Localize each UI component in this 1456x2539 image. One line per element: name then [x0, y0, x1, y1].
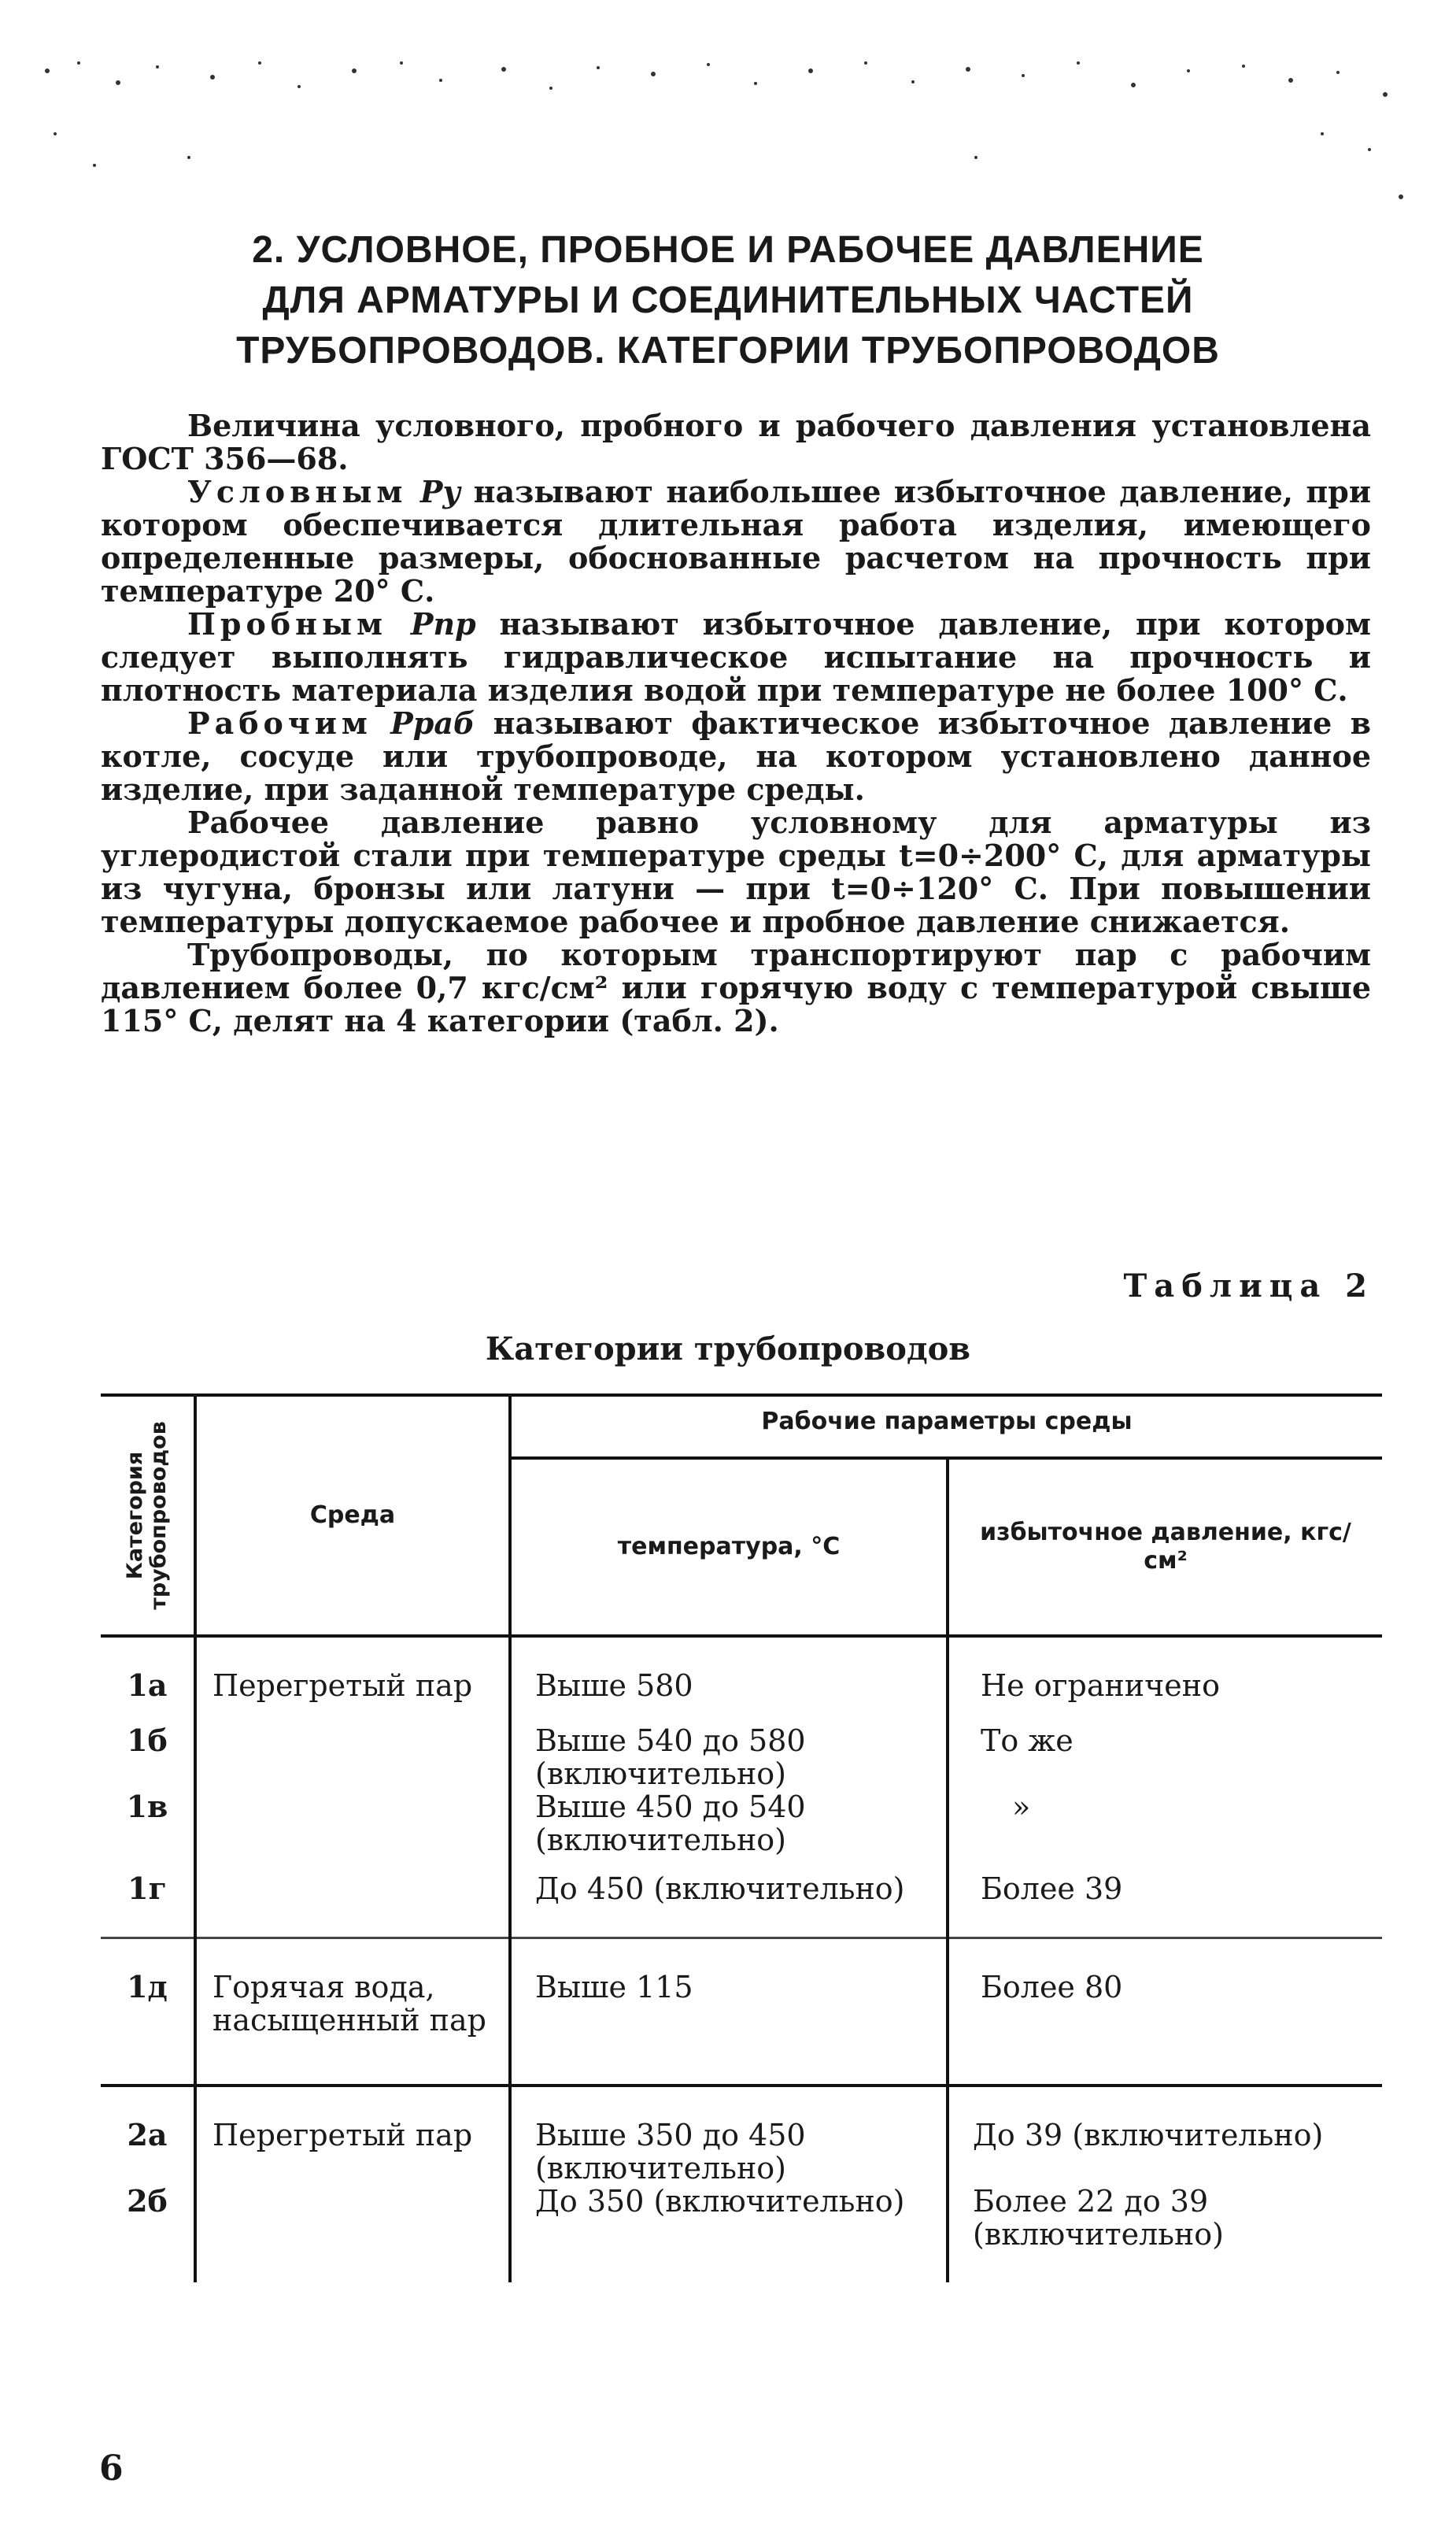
symbol-nominal: Pу: [419, 474, 461, 509]
term-nominal: Условным: [187, 474, 408, 509]
scan-noise-decoration: [31, 39, 1417, 244]
row-code: 1в: [126, 1789, 168, 1824]
row-pressure: То же: [948, 1702, 1382, 1790]
row-code: 1а: [127, 1667, 168, 1703]
paragraph-nominal-text: называют наибольшее избыточное давление, при котором обеспечивается длительная работа изделия, имеющего определенные размеры, обоснованные расчетом на прочность при температуре 20° С.: [101, 474, 1372, 609]
row-medium: Перегретый пар: [195, 1636, 510, 1938]
body-text: [101, 409, 1371, 1038]
paragraph-nominal-pressure: [101, 476, 1371, 608]
row-temperature: Выше 115: [510, 1938, 948, 2086]
term-working: Рабочим: [187, 705, 372, 741]
paragraph-test-text: называют избыточное давление, при котором следует выполнять гидравлическое испытание на прочность и плотность материала изделия водой при температуре не более 100° С.: [101, 606, 1371, 708]
header-temperature: температура, °С: [510, 1458, 948, 1636]
row-medium: Перегретый пар: [195, 2086, 510, 2282]
header-category: Категория трубопроводов: [123, 1421, 171, 1610]
row-pressure: Не ограничено: [948, 1636, 1382, 1702]
row-pressure: Более 22 до 39 (включительно): [948, 2185, 1382, 2282]
table-row: [101, 1938, 1382, 2086]
row-code: 1г: [127, 1871, 167, 1906]
paragraph-working-pressure: [101, 707, 1371, 806]
pipeline-categories-table: [101, 1393, 1382, 2282]
section-heading: [110, 225, 1346, 376]
row-temperature: До 450 (включительно): [510, 1856, 948, 1938]
symbol-test: Pпр: [410, 606, 476, 642]
header-params: Рабочие параметры среды: [510, 1395, 1382, 1458]
heading-line-1: 2. УСЛОВНОЕ, ПРОБНОЕ И РАБОЧЕЕ ДАВЛЕНИЕ: [252, 229, 1204, 271]
paragraph-pipeline-categories: Трубопроводы, по которым транспортируют пар с рабочим давлением более 0,7 кгс/см² или горячую воду с температурой свыше 115° С, делят на 4 категории (табл. 2).: [101, 937, 1371, 1038]
page-number: 6: [99, 2448, 124, 2489]
header-pressure: избыточное давление, кгс/см²: [948, 1458, 1382, 1636]
paragraph-working-equals-nominal: Рабочее давление равно условному для арматуры из углеродистой стали при температуре среды t=0÷200° С, для арматуры из чугуна, бронзы или латуни — при t=0÷120° С. При повышении температуры допускаемое рабочее и пробное давление снижается.: [101, 805, 1371, 939]
row-code: 1д: [101, 1938, 195, 2086]
term-test: Пробным: [187, 606, 388, 642]
row-pressure: Более 80: [948, 1938, 1382, 2086]
row-temperature: Выше 450 до 540 (включительно): [510, 1790, 948, 1856]
heading-line-2: ДЛЯ АРМАТУРЫ И СОЕДИНИТЕЛЬНЫХ ЧАСТЕЙ: [262, 279, 1194, 321]
table-number: Таблица 2: [1123, 1268, 1374, 1305]
paragraph-working-text: называют фактическое избыточное давление в котле, сосуде или трубопроводе, на котором установлено данное изделие, при заданной температуре среды.: [101, 705, 1371, 807]
table-title: Категории трубопроводов: [485, 1331, 971, 1368]
table-row: [101, 1636, 1382, 1702]
row-code: 1б: [127, 1723, 168, 1758]
row-medium: Горячая вода, насыщенный пар: [195, 1938, 510, 2086]
row-temperature: Выше 540 до 580 (включительно): [510, 1702, 948, 1790]
row-temperature: Выше 580: [510, 1636, 948, 1702]
table-row: [101, 2086, 1382, 2185]
row-temperature: До 350 (включительно): [510, 2185, 948, 2282]
row-temperature: Выше 350 до 450 (включительно): [510, 2086, 948, 2185]
row-pressure: Более 39: [948, 1856, 1382, 1938]
header-medium: Среда: [195, 1395, 510, 1636]
heading-line-3: ТРУБОПРОВОДОВ. КАТЕГОРИИ ТРУБОПРОВОДОВ: [236, 330, 1220, 372]
paragraph-test-pressure: [101, 608, 1371, 707]
header-category-cell: [101, 1395, 195, 1636]
row-pressure: До 39 (включительно): [948, 2086, 1382, 2185]
symbol-working: Pраб: [390, 705, 475, 741]
paragraph-gost: Величина условного, пробного и рабочего давления установлена ГОСТ 356—68.: [101, 408, 1371, 476]
row-code: 2б: [127, 2183, 168, 2219]
row-code: 2а: [101, 2086, 195, 2185]
row-pressure: »: [948, 1790, 1382, 1856]
